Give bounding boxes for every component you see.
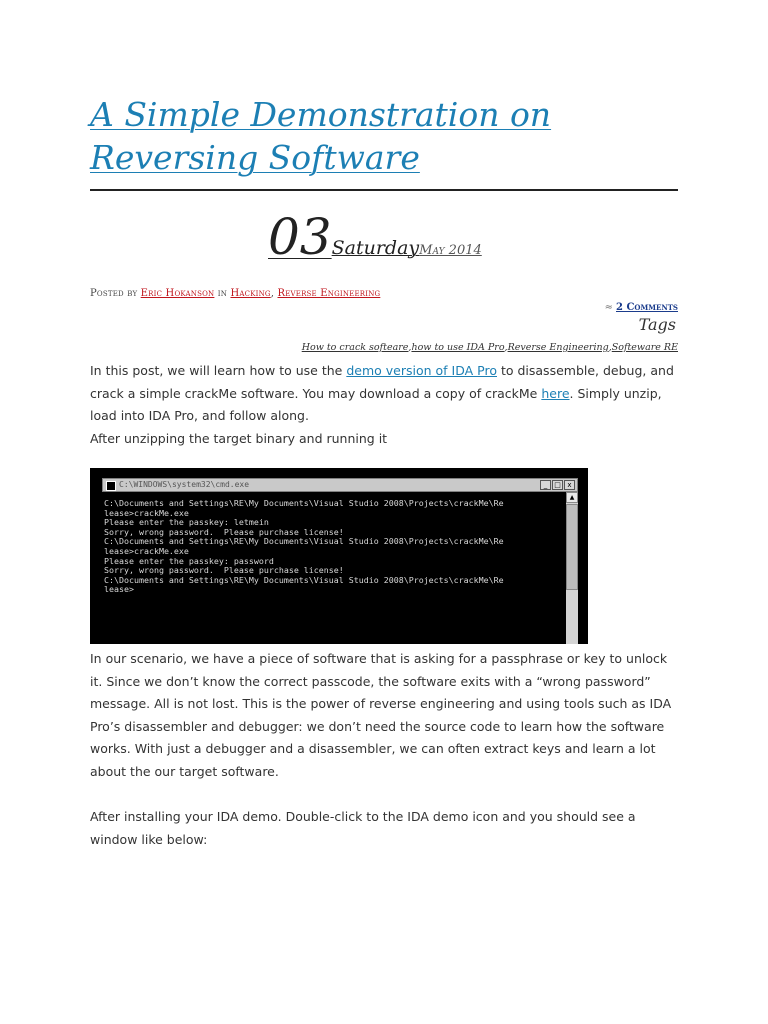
console-line: C:\Documents and Settings\RE\My Documents\Visual Studio 2008\Projects\crackMe\Re [104, 574, 504, 585]
date-day[interactable]: 03 [268, 208, 332, 266]
tag-link[interactable]: Reverse Engineering [507, 342, 609, 353]
close-icon: x [564, 480, 575, 490]
intro-paragraph [90, 360, 680, 428]
window-controls [540, 480, 575, 490]
after-unzip-paragraph: After unzipping the target binary and running it [90, 431, 388, 446]
console-line: C:\Documents and Settings\RE\My Documents\Visual Studio 2008\Projects\crackMe\Re [104, 498, 504, 508]
cmd-titlebar [102, 478, 578, 492]
post-date [268, 208, 482, 266]
post-title-link[interactable]: A Simple Demonstration on Reversing Software [90, 95, 552, 177]
post-byline [90, 288, 380, 299]
console-line: lease>crackMe.exe [104, 507, 189, 518]
date-weekday[interactable]: Saturday [331, 237, 420, 259]
tag-link[interactable]: Softeware RE [611, 342, 678, 353]
scroll-thumb [566, 504, 578, 590]
console-output [104, 499, 566, 595]
tag-link[interactable]: How to crack softeare [301, 342, 409, 353]
author-link[interactable]: Eric Hokanson [140, 288, 215, 299]
in-label: in [217, 288, 228, 299]
date-month-year[interactable]: May 2014 [419, 243, 482, 258]
cmd-app-icon [106, 481, 116, 491]
console-line: Sorry, wrong password. Please purchase license! [104, 526, 344, 537]
category-link-reverse-engineering[interactable]: Reverse Engineering [277, 288, 381, 299]
intro-text: to disassemble, debug, and crack a simple crackMe software. You may download a copy of crackMe [90, 363, 674, 401]
scroll-up-icon: ▲ [566, 492, 578, 503]
posted-by-label: Posted by [90, 288, 138, 299]
category-separator: , [270, 288, 278, 299]
minimize-icon: _ [540, 480, 551, 490]
console-line: Please enter the passkey: password [104, 555, 274, 566]
cmd-scrollbar [566, 492, 578, 644]
comment-icon: ≈ [604, 302, 613, 313]
console-line: lease>crackMe.exe [104, 545, 189, 556]
tags-label: Tags [638, 315, 676, 334]
cmd-window-title: C:\WINDOWS\system32\cmd.exe [119, 480, 250, 489]
comments-link[interactable]: 2 Comments [616, 302, 678, 313]
intro-text: . Simply unzip, load into IDA Pro, and follow along. [90, 385, 662, 423]
cmd-window-screenshot [90, 468, 588, 644]
tag-list: How to crack softeare,how to use IDA Pro,Reverse Engineering,Softeware RE [301, 342, 678, 353]
console-line: lease> [104, 584, 134, 595]
intro-text: In this post, we will learn how to use the [90, 363, 347, 378]
category-link-hacking[interactable]: Hacking [230, 288, 271, 299]
post-title [90, 93, 678, 179]
title-divider [90, 189, 678, 191]
scenario-paragraph: In our scenario, we have a piece of software that is asking for a passphrase or key to unlock it. Since we don’t know the correct passcode, the software exits with a “wrong password” message. All is not lost. This is the power of reverse engineering and using tools such as IDA Pro’s disassembler and debugger: we don’t need the source code to learn how the software works. With just a debugger and a disassembler, we can often extract keys and learn a lot about the our target software. [90, 651, 672, 779]
comments-count [605, 302, 678, 313]
tag-link[interactable]: how to use IDA Pro [411, 342, 505, 353]
console-line: Sorry, wrong password. Please purchase license! [104, 565, 344, 576]
crackme-download-link[interactable]: here [541, 385, 570, 401]
after-install-paragraph: After installing your IDA demo. Double-click to the IDA demo icon and you should see a window like below: [90, 809, 636, 847]
console-line: Please enter the passkey: letmein [104, 517, 269, 528]
maximize-icon: □ [552, 480, 563, 490]
console-line: C:\Documents and Settings\RE\My Documents\Visual Studio 2008\Projects\crackMe\Re [104, 536, 504, 547]
ida-demo-link[interactable]: demo version of IDA Pro [346, 363, 497, 378]
